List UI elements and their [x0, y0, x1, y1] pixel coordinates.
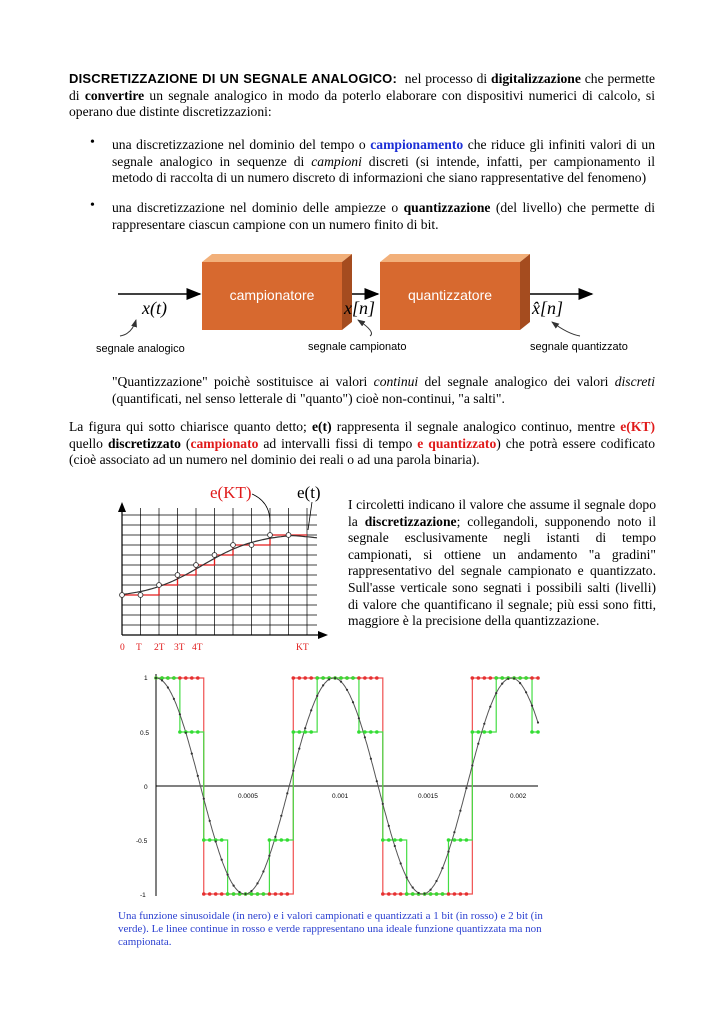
fig1-sample-circle — [175, 573, 180, 578]
fig2-green-dot — [178, 730, 182, 734]
fig2-xtick-0.002: 0.002 — [510, 793, 527, 800]
fig2-black-dot — [495, 692, 497, 694]
fig2-black-dot — [501, 683, 503, 685]
fig2-black-dot — [256, 882, 258, 884]
fig2-red-dot — [202, 892, 206, 896]
fig2-green-dot — [500, 676, 504, 680]
fig2-black-dot — [316, 695, 318, 697]
fig2-red-dot — [375, 676, 379, 680]
fig2-red-dot — [268, 892, 272, 896]
fig2-green-dot — [411, 892, 415, 896]
fig2-black-dot — [376, 780, 378, 782]
fig2-green-dot — [220, 838, 224, 842]
fig1-sample-circle — [268, 533, 273, 538]
fig2-red-dot — [214, 892, 218, 896]
fig2-black-dot — [221, 859, 223, 861]
fig1-sample-circle — [120, 593, 125, 598]
fig2-green-dot — [196, 730, 200, 734]
fig2-red-dot — [530, 676, 534, 680]
fig2-black-dot — [352, 701, 354, 703]
fig2-green-dot — [363, 730, 367, 734]
fig1-grid — [122, 508, 317, 635]
fig1-x-arrow — [318, 631, 328, 639]
fig2-black-dot — [531, 705, 533, 707]
fig2-green-dot — [345, 676, 349, 680]
fig2-xtick-0.0015: 0.0015 — [418, 793, 438, 800]
fig2-black-dot — [519, 682, 521, 684]
fig2-red-dot — [489, 676, 493, 680]
fig1-tick-4T: 4T — [192, 643, 203, 653]
fig2-green-dot — [256, 892, 260, 896]
fig2-black-dot — [203, 798, 205, 800]
fig2-black-dot — [215, 840, 217, 842]
fig2-green-dot — [375, 730, 379, 734]
fig2-red-dot — [292, 676, 296, 680]
fig2-red-dot — [381, 892, 385, 896]
fig2-black-dot — [262, 870, 264, 872]
fig2-black-dot — [304, 727, 306, 729]
fig2-ytick-0.5: 0.5 — [140, 730, 150, 737]
fig2-black-dot — [268, 855, 270, 857]
fig2-black-dot — [322, 684, 324, 686]
fig2-green-dot — [524, 676, 528, 680]
fig2-black-dot — [453, 831, 455, 833]
fig1-sample-circle — [194, 563, 199, 568]
fig2-green-dot — [298, 730, 302, 734]
figure-sinusoid-quantized — [118, 668, 548, 908]
fig2-green-dot — [190, 730, 194, 734]
fig2-black-dot — [155, 677, 157, 679]
fig2-green-dot — [483, 730, 487, 734]
fig2-ytick-neg0.5: -0.5 — [136, 838, 148, 845]
fig2-red-dot — [447, 892, 451, 896]
label-segnale-analogico: segnale analogico — [96, 343, 185, 355]
fig2-green-dot — [280, 838, 284, 842]
fig1-tick-3T: 3T — [174, 643, 185, 653]
fig1-sample-circle — [286, 533, 291, 538]
fig2-black-dot — [430, 889, 432, 891]
fig2-black-dot — [465, 787, 467, 789]
fig2-green-dot — [429, 892, 433, 896]
fig2-black-dot — [328, 678, 330, 680]
fig2-black-dot — [537, 721, 539, 723]
fig2-red-dot — [178, 676, 182, 680]
fig1-tick-2T: 2T — [154, 643, 165, 653]
fig1-sample-circle — [157, 583, 162, 588]
fig2-red-dot — [363, 676, 367, 680]
fig2-red-dot — [184, 676, 188, 680]
fig1-x-ticks — [120, 643, 309, 653]
label-segnale-quantizzato: segnale quantizzato — [530, 341, 628, 353]
fig2-green-dot — [262, 892, 266, 896]
fig2-black-dot — [435, 880, 437, 882]
fig2-black-dot — [406, 876, 408, 878]
fig1-label-ekt: e(KT) — [210, 483, 252, 502]
fig2-black-dot — [250, 890, 252, 892]
fig2-green-dot — [286, 838, 290, 842]
figure-intro-paragraph: La figura qui sotto chiarisce quanto detto; e(t) rappresenta il segnale analogico continuo, mentre e(KT) quello discretizzato (campionato ad intervalli fissi di tempo e quantizzato) che potrà essere codificato (cioè associato ad un numero nel dominio dei reali o ad una parola binaria). — [69, 419, 655, 468]
fig1-tick-0: 0 — [120, 643, 125, 653]
fig1-tick-T: T — [136, 643, 142, 653]
fig2-green-dot — [292, 730, 296, 734]
fig2-black-dot — [346, 689, 348, 691]
fig2-red-dot — [298, 676, 302, 680]
mid-symbol: x[n] — [344, 298, 375, 318]
fig2-black-dot — [191, 753, 193, 755]
pointer-in — [120, 320, 136, 336]
fig2-red-dot — [536, 676, 540, 680]
fig2-black-dot — [513, 677, 515, 679]
fig2-black-dot — [424, 893, 426, 895]
fig2-green-dot — [315, 676, 319, 680]
fig2-black-dot — [459, 810, 461, 812]
fig2-black-dot — [525, 691, 527, 693]
fig2-green-dot — [160, 676, 164, 680]
bullet-1-text: una discretizzazione nel dominio del tempo o campionamento che riduce gli infiniti valori di un segnale analogico in sequenze di campioni discreti (si intende, infatti, per campionamento il metodo di raccolta di un numero discreto di informazioni che siano rappresentative del fenomeno) — [112, 137, 655, 186]
fig2-black-dot — [244, 893, 246, 895]
fig2-green-dot — [435, 892, 439, 896]
fig2-green-dot — [471, 730, 475, 734]
fig2-black-dot — [418, 892, 420, 894]
fig1-pointer-ekt — [252, 494, 270, 522]
fig2-red-dot — [369, 676, 373, 680]
bullet-1-dot: • — [90, 135, 95, 150]
fig2-red-dot — [190, 676, 194, 680]
fig2-black-dot — [233, 885, 235, 887]
fig2-green-dot — [387, 838, 391, 842]
fig2-black-dot — [239, 891, 241, 893]
fig2-xtick-0.0005: 0.0005 — [238, 793, 258, 800]
fig2-red-dot — [393, 892, 397, 896]
fig2-red-dot — [280, 892, 284, 896]
fig2-red-dot — [274, 892, 278, 896]
fig2-green-dot — [530, 730, 534, 734]
fig2-black-dot — [388, 825, 390, 827]
fig2-black-dot — [340, 681, 342, 683]
fig2-black-dot — [358, 717, 360, 719]
fig2-red-dot — [303, 676, 307, 680]
pointer-mid — [358, 320, 372, 336]
fig2-green-dot — [369, 730, 373, 734]
fig2-y-ticks — [136, 675, 149, 899]
fig2-black-dot — [167, 686, 169, 688]
fig2-axes — [156, 674, 538, 896]
fig2-black-dot — [227, 874, 229, 876]
fig2-green-dot — [274, 838, 278, 842]
fig1-pointer-et — [308, 502, 312, 530]
label-segnale-campionato: segnale campionato — [308, 341, 407, 353]
fig2-black-dot — [400, 862, 402, 864]
fig2-black-dot — [179, 713, 181, 715]
fig2-red-dot — [286, 892, 290, 896]
fig2-black-dot — [382, 803, 384, 805]
intro-paragraph: DISCRETIZZAZIONE DI UN SEGNALE ANALOGICO: nel processo di digitalizzazione che permette di convertire un segnale analogico in modo da poterlo elaborare con dispositivi numerici di calcolo, si operano due distinte discretizzazioni: — [69, 71, 656, 120]
fig2-black-dot — [412, 886, 414, 888]
fig2-red-dot — [196, 676, 200, 680]
fig2-green-dot — [381, 838, 385, 842]
fig2-green-dot — [268, 838, 272, 842]
output-symbol: x̂[n] — [532, 298, 563, 318]
fig2-black-dot — [286, 792, 288, 794]
fig1-tick-KT: KT — [296, 643, 309, 653]
fig2-green-dot — [172, 676, 176, 680]
fig2-green-dot — [357, 730, 361, 734]
campionatore-label: campionatore — [229, 287, 315, 303]
fig2-black-dot — [394, 845, 396, 847]
quantizzazione-paragraph: "Quantizzazione" poichè sostituisce ai valori continui del segnale analogico dei valori discreti (quantificati, nel senso letterale di "quanto") cioè non-continui, "a salti". — [112, 374, 655, 406]
fig2-black-dot — [507, 678, 509, 680]
fig2-green-dot — [441, 892, 445, 896]
fig2-black-dot — [489, 706, 491, 708]
figure-sampling-grid — [112, 480, 337, 655]
fig2-green-dot — [399, 838, 403, 842]
fig2-red-dot — [477, 676, 481, 680]
fig2-black-dot — [334, 677, 336, 679]
fig2-black-dot — [441, 867, 443, 869]
fig2-green-dot — [489, 730, 493, 734]
fig2-black-dot — [310, 709, 312, 711]
fig2-green-dot — [208, 838, 212, 842]
block-diagram — [80, 250, 650, 360]
campionatore-box — [202, 254, 352, 330]
fig2-green-dot — [477, 730, 481, 734]
fig1-sample-circle — [138, 593, 143, 598]
fig2-red-dot — [357, 676, 361, 680]
fig2-green-dot — [166, 676, 170, 680]
fig2-red-dot — [309, 676, 313, 680]
fig2-ytick-neg1: -1 — [140, 892, 146, 899]
fig2-green-dot — [447, 838, 451, 842]
input-symbol: x(t) — [142, 298, 167, 318]
section-heading: DISCRETIZZAZIONE DI UN SEGNALE ANALOGICO: — [69, 71, 398, 86]
pointer-out — [552, 322, 580, 336]
fig2-green-dot — [494, 676, 498, 680]
fig2-black-dot — [483, 723, 485, 725]
fig2-black-dot — [447, 851, 449, 853]
fig2-black-dot — [364, 736, 366, 738]
fig2-green-dot — [459, 838, 463, 842]
fig2-green-dot — [518, 676, 522, 680]
fig2-red-dot — [399, 892, 403, 896]
fig2-green-dot — [536, 730, 540, 734]
fig2-red-dot — [453, 892, 457, 896]
fig2-ytick-0: 0 — [144, 784, 148, 791]
fig2-black-dot — [197, 775, 199, 777]
fig2-black-dot — [274, 836, 276, 838]
fig1-sample-circle — [231, 543, 236, 548]
fig2-green-dot — [202, 838, 206, 842]
figure-caption: Una funzione sinusoidale (in nero) e i valori campionati e quantizzati a 1 bit (in rosso) e 2 bit (in verde). Le linee continue in rosso e verde rappresentano una ideale funzione quantizzata ma non campionata. — [118, 910, 543, 948]
fig2-green-dot — [465, 838, 469, 842]
fig2-black-dot — [209, 820, 211, 822]
fig2-black-dot — [280, 815, 282, 817]
fig2-black-dot — [173, 698, 175, 700]
bullet-2-dot: • — [90, 198, 95, 213]
fig2-black-dot — [292, 770, 294, 772]
fig2-black-dot — [370, 758, 372, 760]
fig1-axes — [122, 508, 322, 635]
fig1-sample-circle — [249, 543, 254, 548]
fig2-red-dot — [220, 892, 224, 896]
side-paragraph: I circoletti indicano il valore che assume il segnale dopo la discretizzazione; collegandoli, supponendo noto il segnale esclusivamente negli istanti di tempo campionati, si ottiene un andamento "a gradini" rappresentativo del segnale campionato e quantizzato. Sull'asse verticale sono segnati i possibili salti (livelli) di valore che quantificano il segnale; più essi sono fitti, maggiore è la precisione della quantizzazione. — [348, 497, 656, 629]
fig2-green-dot — [232, 892, 236, 896]
fig2-red-dot — [208, 892, 212, 896]
fig2-green-dot — [405, 892, 409, 896]
fig2-green-dot — [309, 730, 313, 734]
fig2-black-dot — [477, 743, 479, 745]
fig2-red-dot — [387, 892, 391, 896]
fig2-black-dot — [161, 679, 163, 681]
fig2-xtick-0.001: 0.001 — [332, 793, 349, 800]
fig2-green-dot — [303, 730, 307, 734]
quantizzatore-label: quantizzatore — [407, 287, 493, 303]
fig2-red-dot — [465, 892, 469, 896]
fig2-black-dot — [298, 748, 300, 750]
fig2-red-dot — [459, 892, 463, 896]
fig2-ytick-1: 1 — [144, 675, 148, 682]
fig1-y-arrow — [118, 502, 126, 512]
fig1-sample-circle — [212, 553, 217, 558]
fig2-green-dot — [351, 676, 355, 680]
fig2-black-dot — [471, 764, 473, 766]
fig2-black-dot — [185, 732, 187, 734]
fig2-red-dot — [483, 676, 487, 680]
bullet-2-text: una discretizzazione nel dominio delle ampiezze o quantizzazione (del livello) che permette di rappresentare ciascun campione con un numero finito di bit. — [112, 200, 655, 232]
fig2-green-dot — [226, 892, 230, 896]
fig2-red-dot — [471, 676, 475, 680]
fig1-label-et: e(t) — [297, 483, 321, 502]
fig2-green-dot — [250, 892, 254, 896]
fig2-green-dot — [453, 838, 457, 842]
fig2-green-dot — [339, 676, 343, 680]
quantizzatore-box — [380, 254, 530, 330]
fig2-green-dot — [321, 676, 325, 680]
fig2-green-dot — [393, 838, 397, 842]
